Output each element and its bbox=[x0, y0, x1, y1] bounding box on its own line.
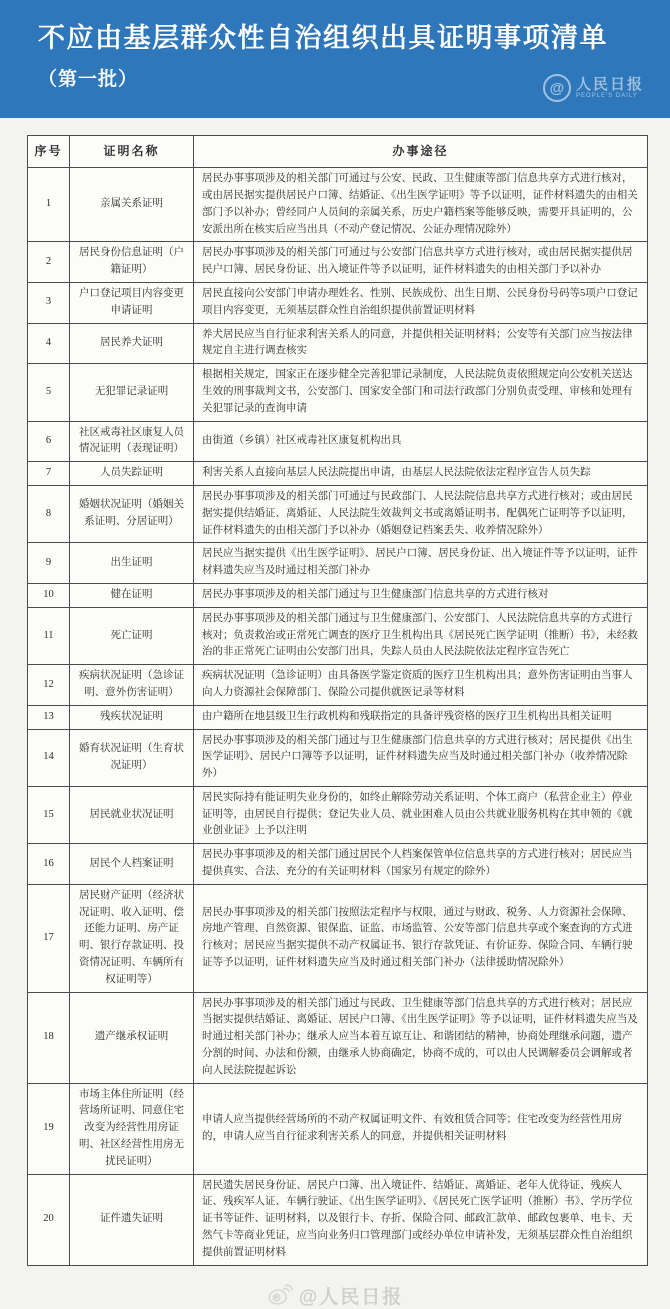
row-number-cell: 9 bbox=[28, 543, 70, 584]
handling-path-cell: 居民直接向公安部门申请办理姓名、性别、民族成份、出生日期、公民身份号码等5项户口登记项目内容变更，无须基层群众性自治组织提供前置证明材料 bbox=[194, 282, 648, 323]
certificate-table bbox=[27, 135, 648, 1266]
handling-path-cell: 根据相关规定，国家正在逐步健全完善犯罪记录制度，人民法院负责依照规定向公安机关送达生效的刑事裁判文书，公安部门、国家安全部门和司法行政部门分别负责受理、审核和处理有关犯罪记录的查询申请 bbox=[194, 364, 648, 421]
certificate-name-cell: 居民财产证明（经济状况证明、收入证明、偿还能力证明、房产证明、银行存款证明、投资情况证明、车辆所有权证明等） bbox=[70, 884, 194, 992]
table-row bbox=[28, 364, 648, 421]
logo-text: 人民日报 bbox=[575, 75, 644, 93]
certificate-name-cell: 人员失踪证明 bbox=[70, 462, 194, 486]
handling-path-cell: 养犬居民应当自行征求利害关系人的同意，并提供相关证明材料；公安等有关部门应当按法律规定自主进行调查核实 bbox=[194, 323, 648, 364]
page-subtitle: （第一批） bbox=[38, 68, 139, 90]
table-row bbox=[28, 884, 648, 992]
certificate-name-cell: 死亡证明 bbox=[70, 607, 194, 664]
table-row bbox=[28, 729, 648, 786]
table-row bbox=[28, 607, 648, 664]
table-row bbox=[28, 844, 648, 885]
table-row bbox=[28, 543, 648, 584]
handling-path-cell: 居民办事事项涉及的相关部门可通过与公安部门信息共享方式进行核对，或由居民据实提供居民户口簿、居民身份证、出入境证件等予以证明，证件材料遗失的由相关部门予以补办 bbox=[194, 242, 648, 283]
certificate-name-cell: 居民养犬证明 bbox=[70, 323, 194, 364]
column-header-path: 办事途径 bbox=[194, 136, 648, 168]
table-row bbox=[28, 1083, 648, 1174]
handling-path-cell: 居民办事事项涉及的相关部门按照法定程序与权限，通过与财政、税务、人力资源社会保障、房地产管理、自然资源、银保监、证监、市场监管、公安等部门信息共享或个案查询的方式进行核对；居民应当据实提供不动产权属证书、银行存款凭证、有价证券、保险合同、车辆行驶证等予以证明，证件材料遗失应当及时通过相关部门补办（法律援助情况除外） bbox=[194, 884, 648, 992]
row-number-cell: 14 bbox=[28, 729, 70, 786]
row-number-cell: 6 bbox=[28, 421, 70, 462]
handling-path-cell: 居民办事事项涉及的相关部门通过与卫生健康部门信息共享的方式进行核对；居民提供《出生医学证明》、居民户口簿等予以证明，证件材料遗失应当及时通过相关部门补办（收养情况除外） bbox=[194, 729, 648, 786]
certificate-name-cell: 出生证明 bbox=[70, 543, 194, 584]
table-row bbox=[28, 485, 648, 542]
header-banner bbox=[0, 0, 670, 118]
row-number-cell: 3 bbox=[28, 282, 70, 323]
certificate-name-cell: 社区戒毒社区康复人员情况证明（表现证明） bbox=[70, 421, 194, 462]
handling-path-cell: 居民办事事项涉及的相关部门可通过与公安、民政、卫生健康等部门信息共享方式进行核对，或由居民据实提供居民户口簿、结婚证、《出生医学证明》等予以证明，证件材料遗失的由相关部门予以补办；曾经同户人员间的亲属关系，历史户籍档案等能够反映，需要开具证明的，公安派出所在核实后应当出具（不动产登记情况、公证办理情况除外） bbox=[194, 168, 648, 242]
table-body bbox=[28, 168, 648, 1265]
handling-path-cell: 居民应当据实提供《出生医学证明》、居民户口簿、居民身份证、出入境证件等予以证明，证件材料遗失应当及时通过相关部门补办 bbox=[194, 543, 648, 584]
row-number-cell: 5 bbox=[28, 364, 70, 421]
row-number-cell: 7 bbox=[28, 462, 70, 486]
certificate-name-cell: 疾病状况证明（急诊证明、意外伤害证明） bbox=[70, 665, 194, 706]
logo-subtext: PEOPLE'S DAILY bbox=[575, 92, 638, 99]
row-number-cell: 18 bbox=[28, 992, 70, 1083]
table-row bbox=[28, 168, 648, 242]
row-number-cell: 16 bbox=[28, 844, 70, 885]
at-circle-icon: @ bbox=[543, 74, 571, 102]
certificate-name-cell: 遗产继承权证明 bbox=[70, 992, 194, 1083]
column-header-name: 证明名称 bbox=[70, 136, 194, 168]
handling-path-cell: 申请人应当提供经营场所的不动产权属证明文件、有效租赁合同等；住宅改变为经营性用房的，申请人应当自行征求利害关系人的同意，并提供相关证明材料 bbox=[194, 1083, 648, 1174]
row-number-cell: 13 bbox=[28, 705, 70, 729]
table-row bbox=[28, 705, 648, 729]
table-row bbox=[28, 583, 648, 607]
certificate-name-cell: 残疾状况证明 bbox=[70, 705, 194, 729]
certificate-name-cell: 居民个人档案证明 bbox=[70, 844, 194, 885]
handling-path-cell: 疾病状况证明（急诊证明）由具备医学鉴定资质的医疗卫生机构出具；意外伤害证明由当事人向人力资源社会保障部门、保险公司提供就医记录等材料 bbox=[194, 665, 648, 706]
certificate-name-cell: 婚育状况证明（生育状况证明） bbox=[70, 729, 194, 786]
row-number-cell: 2 bbox=[28, 242, 70, 283]
people-daily-logo bbox=[543, 74, 644, 102]
handling-path-cell: 居民办事事项涉及的相关部门通过居民个人档案保管单位信息共享的方式进行核对；居民应当提供真实、合法、充分的有关证明材料（国家另有规定的除外） bbox=[194, 844, 648, 885]
handling-path-cell: 居民办事事项涉及的相关部门通过与卫生健康部门、公安部门、人民法院信息共享的方式进行核对；负责救治或正常死亡调查的医疗卫生机构出具《居民死亡医学证明（推断）书》，未经救治的非正常死亡证明由公安部门出具，失踪人员由人民法院依法定程序宣告死亡 bbox=[194, 607, 648, 664]
row-number-cell: 17 bbox=[28, 884, 70, 992]
weibo-icon bbox=[267, 1284, 293, 1306]
handling-path-cell: 利害关系人直接向基层人民法院提出申请，由基层人民法院依法定程序宣告人员失踪 bbox=[194, 462, 648, 486]
table-row bbox=[28, 462, 648, 486]
footer-watermark bbox=[0, 1282, 670, 1309]
table-row bbox=[28, 282, 648, 323]
certificate-name-cell: 居民身份信息证明（户籍证明） bbox=[70, 242, 194, 283]
table-row bbox=[28, 992, 648, 1083]
certificate-name-cell: 户口登记项目内容变更申请证明 bbox=[70, 282, 194, 323]
certificate-name-cell: 健在证明 bbox=[70, 583, 194, 607]
page-title: 不应由基层群众性自治组织出具证明事项清单 bbox=[38, 23, 608, 53]
table-row bbox=[28, 665, 648, 706]
table-row bbox=[28, 1174, 648, 1265]
handling-path-cell: 居民办事事项涉及的相关部门通过与卫生健康部门信息共享的方式进行核对 bbox=[194, 583, 648, 607]
row-number-cell: 4 bbox=[28, 323, 70, 364]
certificate-name-cell: 市场主体住所证明（经营场所证明、同意住宅改变为经营性用房证明、社区经营性用房无扰民证明） bbox=[70, 1083, 194, 1174]
row-number-cell: 1 bbox=[28, 168, 70, 242]
handling-path-cell: 居民办事事项涉及的相关部门可通过与民政部门、人民法院信息共享方式进行核对；或由居民据实提供结婚证、离婚证、人民法院生效裁判文书或离婚证明书、配偶死亡证明等予以证明，证件材料遗失的由相关部门予以补办（婚姻登记档案丢失、收养情况除外） bbox=[194, 485, 648, 542]
watermark-text: @人民日报 bbox=[298, 1286, 404, 1308]
handling-path-cell: 居民实际持有能证明失业身份的，如终止解除劳动关系证明、个体工商户（私营企业主）停业证明等，由居民自行提供；登记失业人员、就业困难人员由公共就业服务机构在其申领的《就业创业证》上予以注明 bbox=[194, 786, 648, 843]
row-number-cell: 11 bbox=[28, 607, 70, 664]
table-row bbox=[28, 323, 648, 364]
column-header-no: 序号 bbox=[28, 136, 70, 168]
row-number-cell: 8 bbox=[28, 485, 70, 542]
table-row bbox=[28, 421, 648, 462]
row-number-cell: 20 bbox=[28, 1174, 70, 1265]
table-row bbox=[28, 786, 648, 843]
certificate-table-wrapper bbox=[27, 135, 648, 1266]
table-header-row bbox=[28, 136, 648, 168]
handling-path-cell: 由户籍所在地县级卫生行政机构和残联指定的具备评残资格的医疗卫生机构出具相关证明 bbox=[194, 705, 648, 729]
row-number-cell: 12 bbox=[28, 665, 70, 706]
handling-path-cell: 居民办事事项涉及的相关部门通过与民政、卫生健康等部门信息共享的方式进行核对；居民应当据实提供结婚证、离婚证、居民户口簿、《出生医学证明》等予以证明，证件材料遗失应当及时通过相关部门补办；继承人应当本着互谅互让、和谐团结的精神，协商处理继承问题，遗产分割的时间、办法和份额，由继承人协商确定，协商不成的，可以由人民调解委员会调解或者向人民法院提起诉讼 bbox=[194, 992, 648, 1083]
certificate-name-cell: 婚姻状况证明（婚姻关系证明、分居证明） bbox=[70, 485, 194, 542]
row-number-cell: 15 bbox=[28, 786, 70, 843]
row-number-cell: 10 bbox=[28, 583, 70, 607]
certificate-name-cell: 亲属关系证明 bbox=[70, 168, 194, 242]
table-row bbox=[28, 242, 648, 283]
row-number-cell: 19 bbox=[28, 1083, 70, 1174]
certificate-name-cell: 无犯罪记录证明 bbox=[70, 364, 194, 421]
certificate-name-cell: 居民就业状况证明 bbox=[70, 786, 194, 843]
handling-path-cell: 由街道（乡镇）社区戒毒社区康复机构出具 bbox=[194, 421, 648, 462]
certificate-name-cell: 证件遗失证明 bbox=[70, 1174, 194, 1265]
handling-path-cell: 居民遗失居民身份证、居民户口簿、出入境证件、结婚证、离婚证、老年人优待证、残疾人证、残疾军人证、车辆行驶证、《出生医学证明》、《居民死亡医学证明（推断）书》、学历学位证书等证件、证明材料，以及银行卡、存折、保险合同、邮政汇款单、邮政包裹单、电卡、天然气卡等商业凭证，应当向业务归口管理部门或经办单位申请补发，无须基层群众性自治组织提供前置证明材料 bbox=[194, 1174, 648, 1265]
